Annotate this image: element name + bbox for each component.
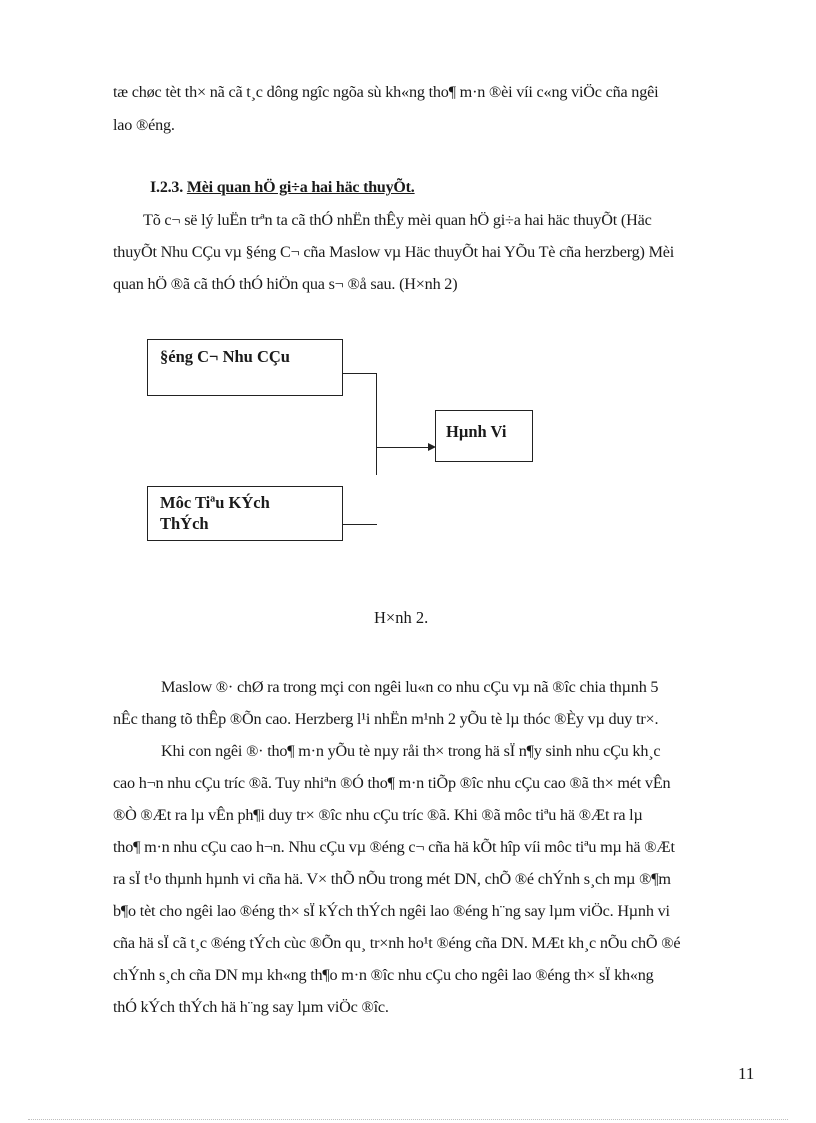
- connector-bottom: [343, 524, 377, 525]
- arrow-head-icon: [428, 443, 436, 451]
- body-line: nÊc thang tõ thÊp ®Õn cao. Herzberg l¹i nhËn m¹nh 2 yÕu tè lµ thóc ®Èy vµ duy tr×.: [113, 710, 659, 728]
- body-line: chÝnh s¸ch cña DN mµ kh«ng th¶o m·n ®îc nhu cÇu cho ngêi lao ®éng th× sÏ kh«ng: [113, 966, 654, 984]
- connector-arrow-line: [376, 447, 428, 448]
- body-line: Maslow ®· chØ ra trong mçi con ngêi lu«n co nhu cÇu vµ nã ®îc chia thµnh 5: [161, 678, 659, 696]
- diagram-box-goal: Môc Tiªu KÝch ThÝch: [147, 486, 343, 541]
- body-line: cao h¬n nhu cÇu tríc ®ã. Tuy nhiªn ®Ó tho¶ m·n tiÕp ®îc nhu cÇu cao ®ã th× mét vÊn: [113, 774, 671, 792]
- intro-line: tæ chøc tèt th× nã cã t¸c dông ngîc ngõa sù kh«ng tho¶ m·n ®èi víi c«ng viÖc cña ngêi: [113, 83, 659, 101]
- section-heading: [150, 178, 415, 198]
- section-line: quan hÖ ®ã cã thÓ thÓ hiÖn qua s¬ ®å sau. (H×nh 2): [113, 275, 458, 293]
- intro-line: lao ®éng.: [113, 116, 175, 134]
- section-number: I.2.3.: [150, 179, 184, 196]
- diagram-box-motive: §éng C¬ Nhu CÇu: [147, 339, 343, 396]
- body-line: Khi con ngêi ®· tho¶ m·n yÕu tè nµy råi th× trong hä sÏ n¶y sinh nhu cÇu kh¸c: [161, 742, 661, 760]
- footer-divider: [28, 1119, 788, 1120]
- section-line: thuyÕt Nhu CÇu vµ §éng C¬ cña Maslow vµ Häc thuyÕt hai YÕu Tè cña herzberg) Mèi: [113, 243, 675, 261]
- body-line: ra sÏ t¹o thµnh hµnh vi cña hä. V× thÕ nÕu trong mét DN, chÕ ®é chÝnh s¸ch mµ ®¶m: [113, 870, 671, 888]
- diagram-box-behavior: Hµnh Vi: [435, 410, 533, 462]
- body-line: ®Ò ®Æt ra lµ vÊn ph¶i duy tr× ®îc nhu cÇu tríc ®ã. Khi ®ã môc tiªu hä ®Æt ra lµ: [113, 806, 643, 824]
- body-line: tho¶ m·n nhu cÇu cao h¬n. Nhu cÇu vµ ®éng c¬ cña hä kÕt hîp víi môc tiªu mµ hä ®Æt: [113, 838, 675, 856]
- connector-vertical: [376, 373, 377, 475]
- body-line: cña hä sÏ cã t¸c ®éng tÝch cùc ®Õn qu¸ tr×nh ho¹t ®éng cña DN. MÆt kh¸c nÕu chÕ ®é: [113, 934, 681, 952]
- section-title: Mèi quan hÖ gi÷a hai häc thuyÕt.: [186, 179, 415, 196]
- connector-top: [343, 373, 377, 374]
- body-line: thÓ kÝch thÝch hä h¨ng say lµm viÖc ®îc.: [113, 998, 389, 1016]
- section-line: Tõ c¬ së lý luËn trªn ta cã thÓ nhËn thÊy mèi quan hÖ gi÷a hai häc thuyÕt (Häc: [143, 211, 652, 229]
- page-number: 11: [738, 1064, 755, 1083]
- body-line: b¶o tèt cho ngêi lao ®éng th× sÏ kÝch thÝch ngêi lao ®éng h¨ng say lµm viÖc. Hµnh vi: [113, 902, 670, 920]
